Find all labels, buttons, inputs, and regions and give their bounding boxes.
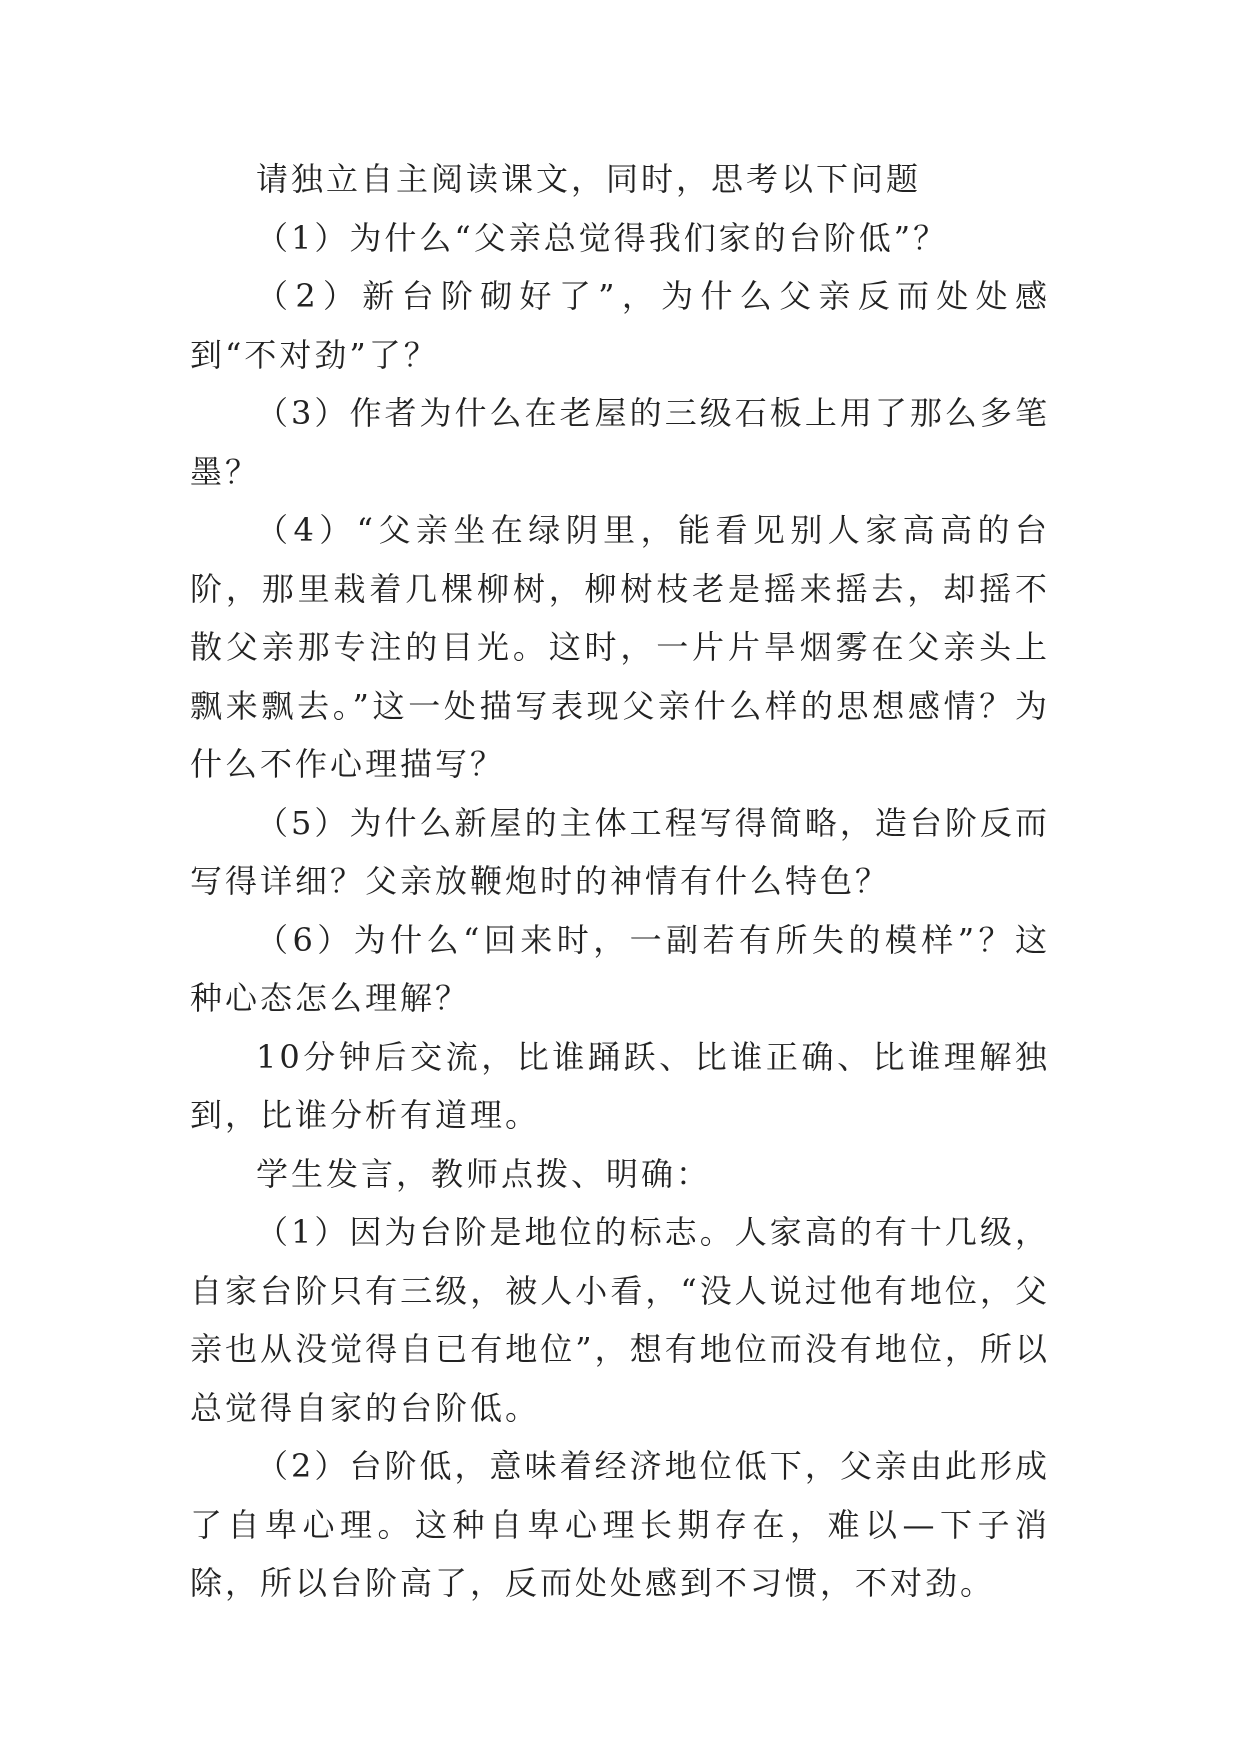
question-6: （6）为什么“回来时，一副若有所失的模样”？这种心态怎么理解？ <box>190 920 1050 1017</box>
intro-paragraph: 请独立自主阅读课文，同时，思考以下问题 <box>256 160 922 198</box>
question-2: （2）新台阶砌好了”，为什么父亲反而处处感到“不对劲”了？ <box>190 277 1050 374</box>
answers-intro: 学生发言，教师点拨、明确： <box>256 1154 712 1193</box>
question-4: （4）“父亲坐在绿阴里，能看见别人家高高的台阶，那里栽着几棵柳树，柳树枝老是摇来摇去，却摇不散父亲那专注的目光。这时，一片片旱烟雾在父亲头上飘来飘去。”这一处描写表现父亲什么样的思想感情？为什么不作心理描写？ <box>190 511 1050 783</box>
question-5: （5）为什么新屋的主体工程写得简略，造台阶反而写得详细？父亲放鞭炮时的神情有什么特色？ <box>190 803 1050 900</box>
answer-2: （2）台阶低，意味着经济地位低下，父亲由此形成了自卑心理。这种自卑心理长期存在，难以—下子消除，所以台阶高了，反而处处感到不习惯，不对劲。 <box>190 1447 1050 1602</box>
question-3: （3）作者为什么在老屋的三级石板上用了那么多笔墨？ <box>190 394 1050 491</box>
answer-1: （1）因为台阶是地位的标志。人家高的有十几级，自家台阶只有三级，被人小看，“没人说过他有地位，父亲也从没觉得自已有地位”，想有地位而没有地位，所以总觉得自家的台阶低。 <box>190 1213 1050 1427</box>
discussion-paragraph: 10分钟后交流，比谁踊跃、比谁正确、比谁理解独到，比谁分析有道理。 <box>190 1037 1050 1134</box>
question-1: （1）为什么“父亲总觉得我们家的台阶低”？ <box>256 218 949 257</box>
document-body <box>190 150 1050 1613</box>
